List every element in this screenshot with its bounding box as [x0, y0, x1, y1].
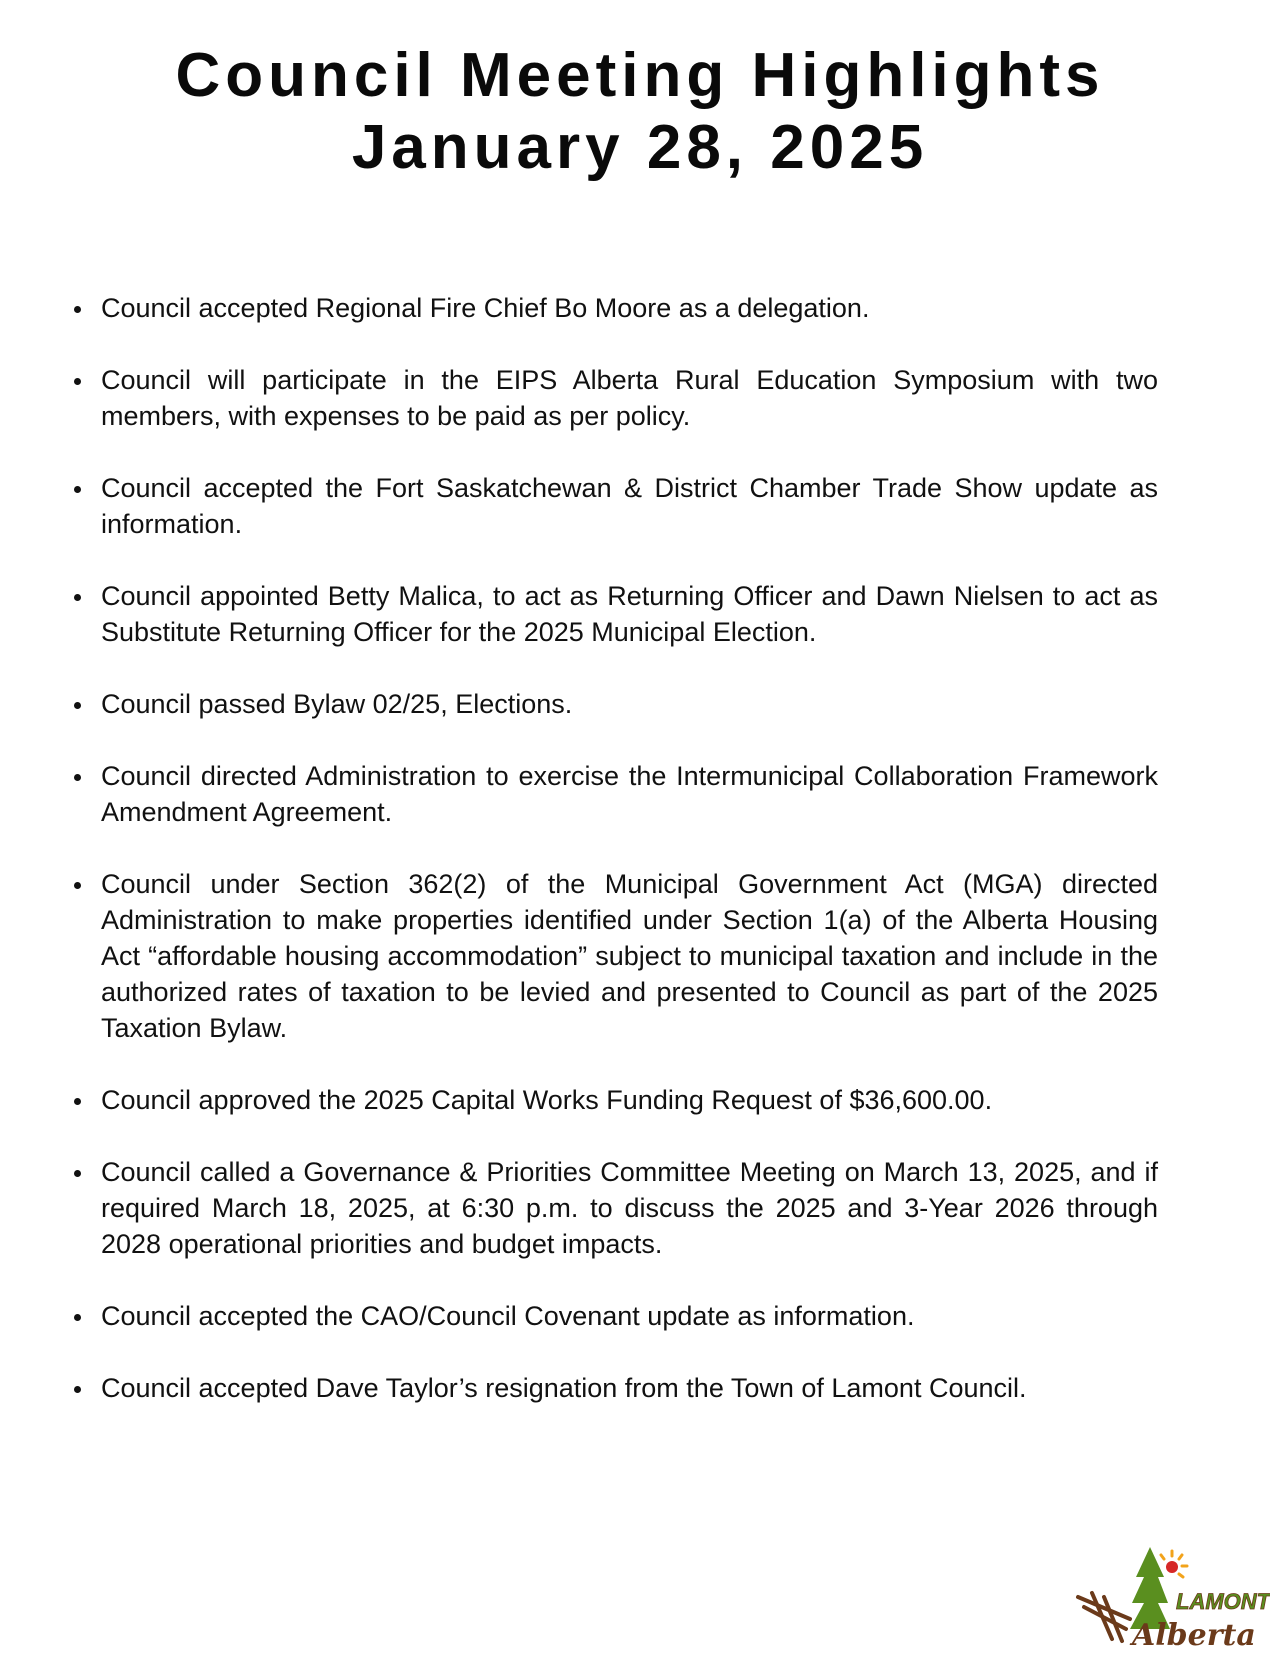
sun-icon — [1161, 1551, 1187, 1577]
highlight-item — [68, 362, 1158, 434]
page-header — [0, 40, 1280, 184]
highlights-list — [68, 290, 1158, 1442]
highlight-item — [68, 470, 1158, 542]
bullet-icon — [74, 306, 81, 313]
bullet-icon — [74, 882, 81, 889]
lamont-alberta-logo — [1070, 1537, 1270, 1657]
highlight-text: Council passed Bylaw 02/25, Elections. — [101, 689, 573, 719]
highlight-text: Council directed Administration to exercise the Intermunicipal Collaboration Framework Amendment Agreement. — [101, 761, 1158, 827]
highlight-text: Council will participate in the EIPS Alberta Rural Education Symposium with two members, with expenses to be paid as per policy. — [101, 365, 1158, 431]
meeting-date: January 28, 2025 — [351, 113, 929, 182]
highlight-text: Council called a Governance & Priorities Committee Meeting on March 13, 2025, and if required March 18, 2025, at 6:30 p.m. to discuss the 2025 and 3-Year 2026 through 2028 operational priorities and budget impacts. — [101, 1157, 1158, 1259]
highlight-item — [68, 866, 1158, 1046]
highlight-text: Council approved the 2025 Capital Works Funding Request of $36,600.00. — [101, 1085, 993, 1115]
bullet-icon — [74, 1098, 81, 1105]
logo-word-lamont: LAMONT — [1176, 1589, 1270, 1614]
highlight-item — [68, 686, 1158, 722]
highlight-text: Council accepted the CAO/Council Covenant update as information. — [101, 1301, 915, 1331]
highlight-item — [68, 758, 1158, 830]
bullet-icon — [74, 1314, 81, 1321]
bullet-icon — [74, 594, 81, 601]
bullet-icon — [74, 1386, 81, 1393]
logo-graphic — [1070, 1537, 1270, 1657]
logo-word-alberta: Alberta — [1132, 1618, 1256, 1653]
highlight-item — [68, 578, 1158, 650]
bullet-icon — [74, 1170, 81, 1177]
highlight-item — [68, 1298, 1158, 1334]
highlight-text: Council accepted Regional Fire Chief Bo Moore as a delegation. — [101, 293, 870, 323]
bullet-icon — [74, 774, 81, 781]
highlight-text: Council accepted Dave Taylor’s resignation from the Town of Lamont Council. — [101, 1373, 1027, 1403]
highlight-item — [68, 290, 1158, 326]
fence-icon — [1078, 1593, 1130, 1641]
highlight-text: Council accepted the Fort Saskatchewan & District Chamber Trade Show update as information. — [101, 473, 1158, 539]
highlight-item — [68, 1154, 1158, 1262]
bullet-icon — [74, 378, 81, 385]
page-title: Council Meeting Highlights — [175, 41, 1105, 110]
highlight-item — [68, 1082, 1158, 1118]
bullet-icon — [74, 702, 81, 709]
highlight-item — [68, 1370, 1158, 1406]
bullet-icon — [74, 486, 81, 493]
highlight-text: Council under Section 362(2) of the Municipal Government Act (MGA) directed Administration to make properties identified under Section 1(a) of the Alberta Housing Act “affordable housing accommodation” subject to municipal taxation and include in the authorized rates of taxation to be levied and presented to Council as part of the 2025 Taxation Bylaw. — [101, 869, 1158, 1043]
highlight-text: Council appointed Betty Malica, to act as Returning Officer and Dawn Nielsen to act as Substitute Returning Officer for the 2025 Municipal Election. — [101, 581, 1158, 647]
